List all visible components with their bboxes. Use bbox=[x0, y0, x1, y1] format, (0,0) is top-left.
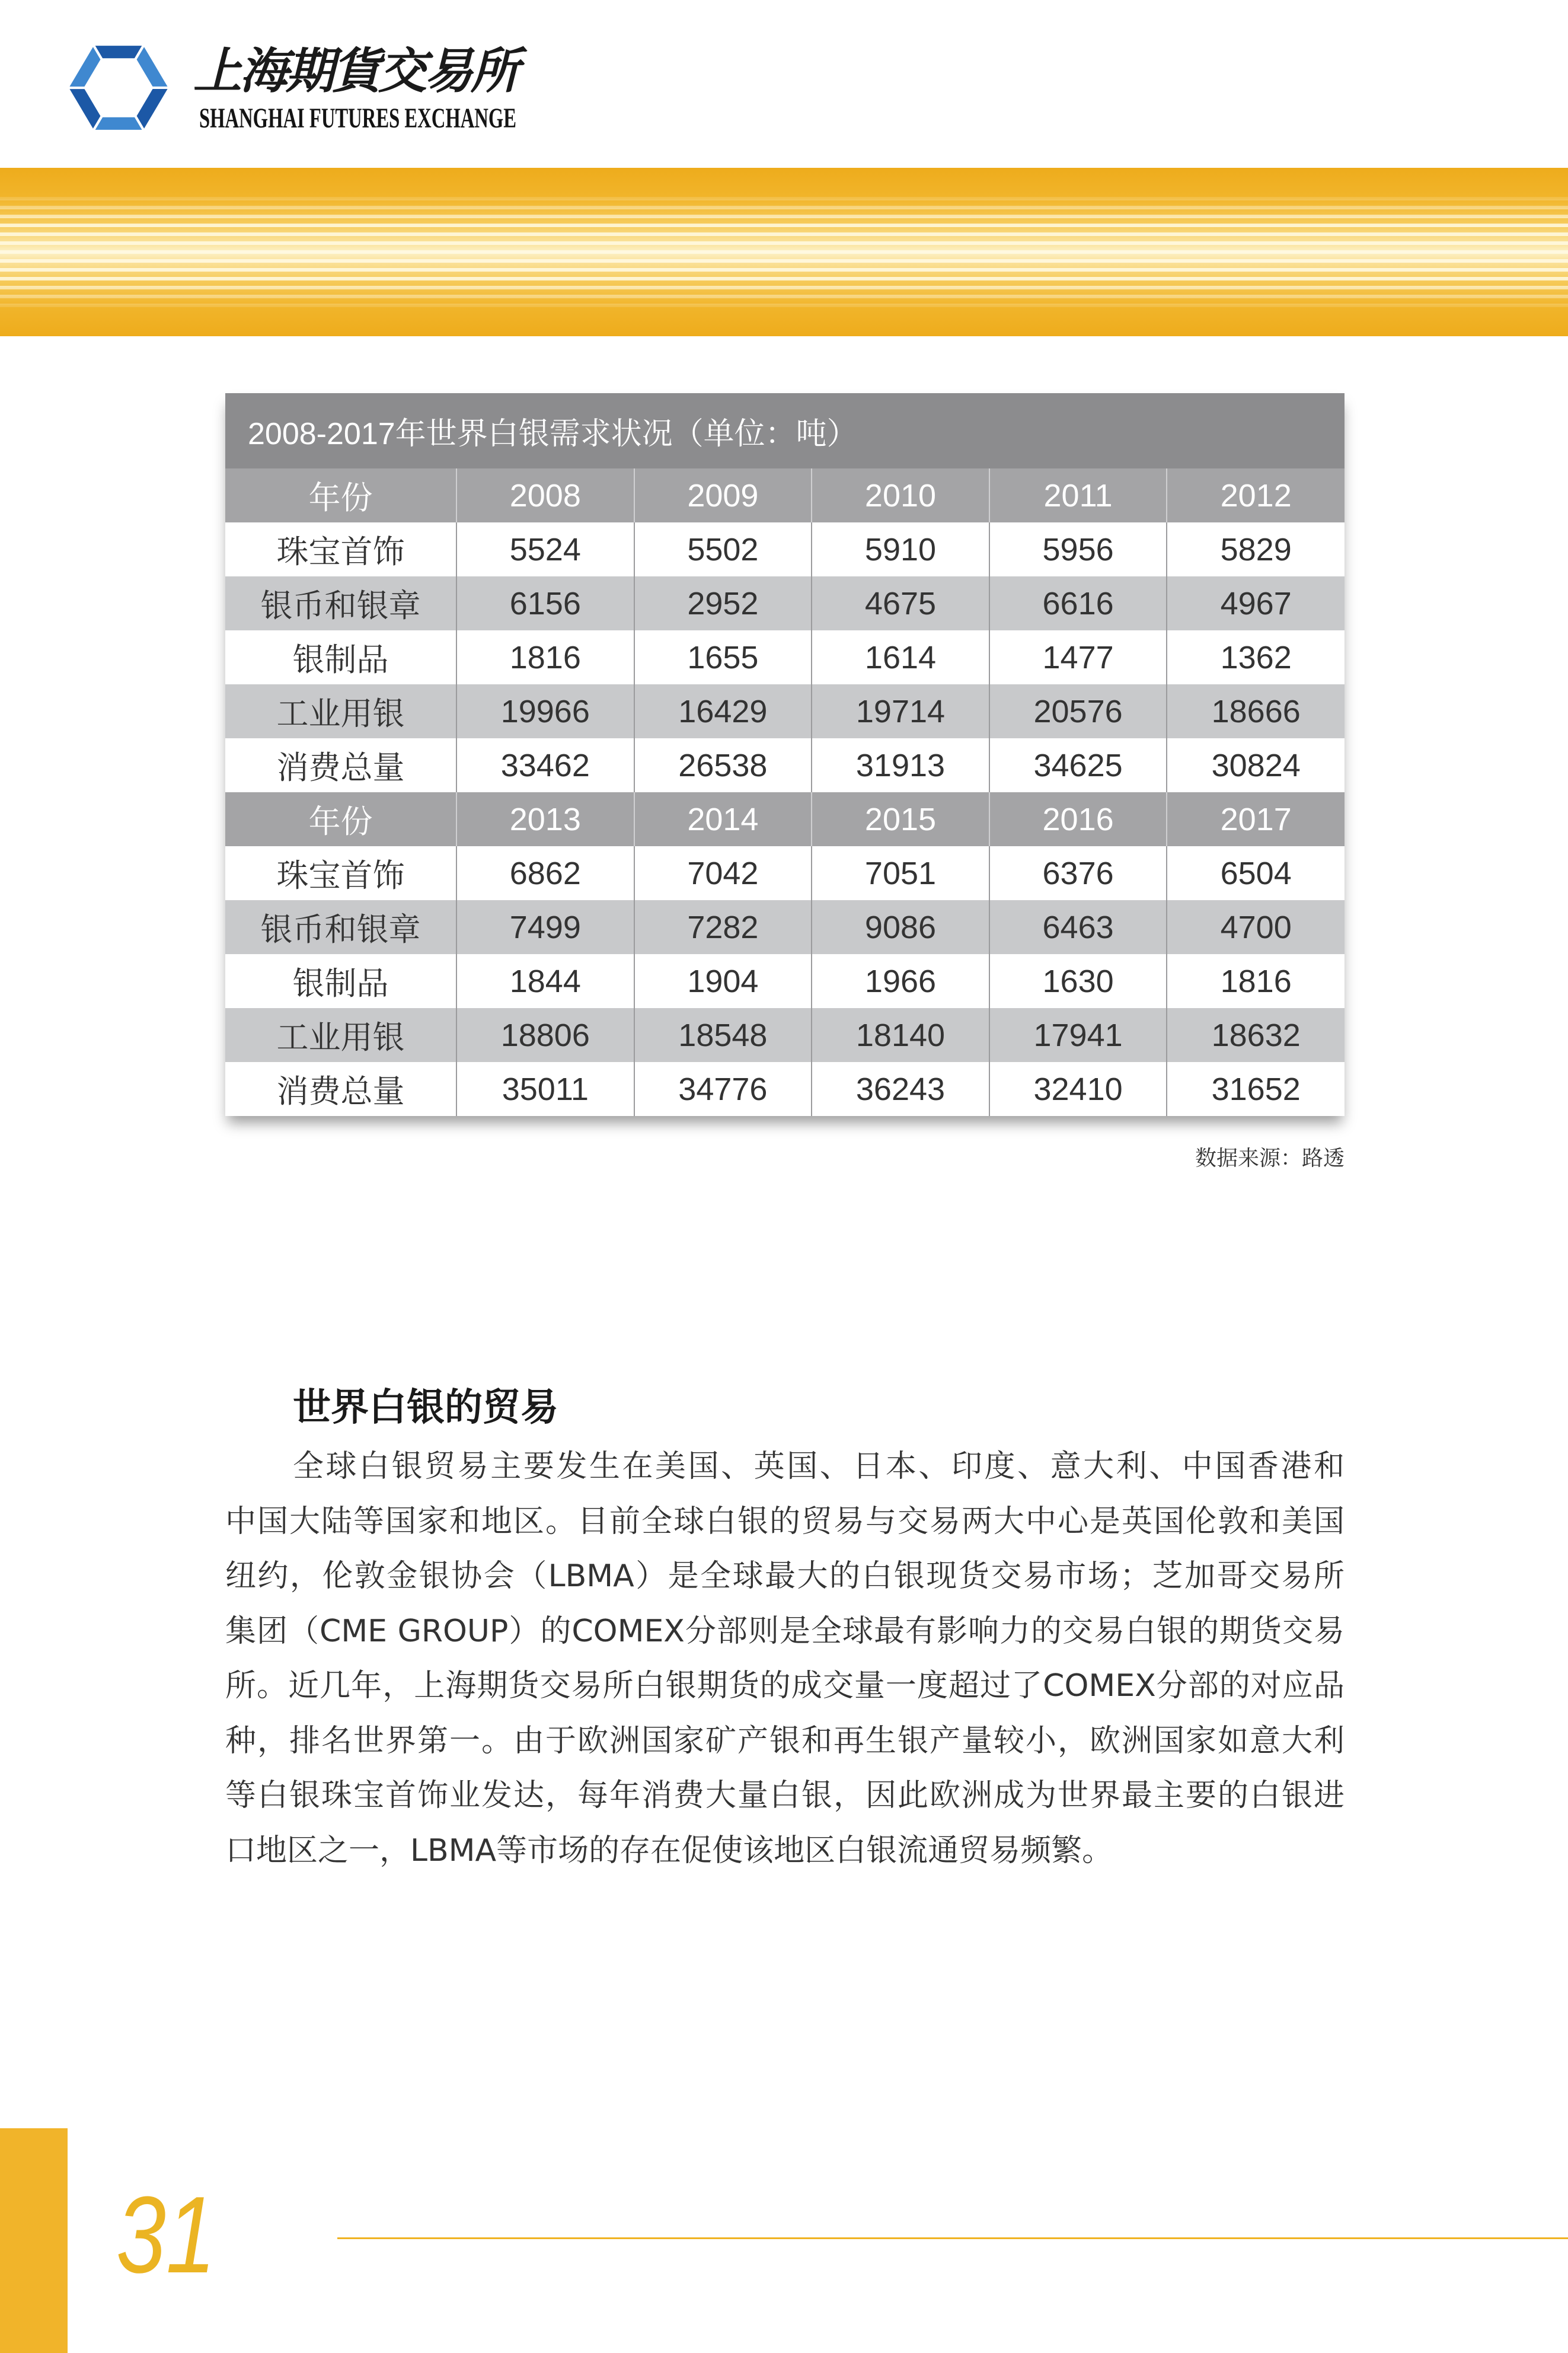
table-cell: 4700 bbox=[1167, 900, 1345, 954]
table-cell: 31913 bbox=[812, 738, 989, 792]
table-cell: 7042 bbox=[634, 846, 812, 900]
table-title-row bbox=[225, 393, 1345, 468]
logo-name-cn: 上海期貨交易所 bbox=[193, 43, 517, 100]
table-cell: 36243 bbox=[812, 1062, 989, 1116]
table-row bbox=[225, 846, 1345, 900]
table-header-row bbox=[225, 468, 1345, 522]
paragraph-line: 口地区之一，LBMA等市场的存在促使该地区白银流通贸易频繁。 bbox=[225, 1832, 1113, 1869]
table-row bbox=[225, 630, 1345, 684]
table-cell: 33462 bbox=[456, 738, 634, 792]
header-cell-year: 2010 bbox=[812, 468, 989, 522]
table-cell: 5910 bbox=[812, 522, 989, 576]
table bbox=[225, 393, 1345, 1116]
table-cell: 9086 bbox=[812, 900, 989, 954]
row-label: 珠宝首饰 bbox=[225, 846, 456, 900]
row-label: 银币和银章 bbox=[225, 900, 456, 954]
table-row bbox=[225, 684, 1345, 738]
table-cell: 1630 bbox=[989, 954, 1167, 1008]
header-cell-year: 2016 bbox=[989, 792, 1167, 846]
table-cell: 5502 bbox=[634, 522, 812, 576]
table-title: 2008-2017年世界白银需求状况（单位：吨） bbox=[225, 393, 1345, 468]
section-heading: 世界白银的贸易 bbox=[293, 1386, 558, 1430]
paragraph-line: 全球白银贸易主要发生在美国、英国、日本、印度、意大利、中国香港和 bbox=[293, 1449, 1345, 1484]
table-header-row bbox=[225, 792, 1345, 846]
table-cell: 35011 bbox=[456, 1062, 634, 1116]
header-cell-year: 2013 bbox=[456, 792, 634, 846]
table-cell: 6616 bbox=[989, 576, 1167, 630]
table-cell: 31652 bbox=[1167, 1062, 1345, 1116]
table-cell: 20576 bbox=[989, 684, 1167, 738]
table-cell: 16429 bbox=[634, 684, 812, 738]
header-cell-year: 2017 bbox=[1167, 792, 1345, 846]
table-row bbox=[225, 576, 1345, 630]
header-band-stripes bbox=[0, 192, 1568, 313]
table-cell: 1966 bbox=[812, 954, 989, 1008]
table-cell: 5829 bbox=[1167, 522, 1345, 576]
footer-rule bbox=[337, 2237, 1568, 2239]
table-cell: 7051 bbox=[812, 846, 989, 900]
paragraph-line: 种，排名世界第一。由于欧洲国家矿产银和再生银产量较小，欧洲国家如意大利 bbox=[225, 1723, 1345, 1759]
header-cell-year: 2014 bbox=[634, 792, 812, 846]
table-cell: 18666 bbox=[1167, 684, 1345, 738]
table-cell: 18548 bbox=[634, 1008, 812, 1062]
table-cell: 30824 bbox=[1167, 738, 1345, 792]
table-cell: 7282 bbox=[634, 900, 812, 954]
table-cell: 18632 bbox=[1167, 1008, 1345, 1062]
page-number: 31 bbox=[116, 2173, 216, 2295]
table-cell: 1614 bbox=[812, 630, 989, 684]
table-cell: 32410 bbox=[989, 1062, 1167, 1116]
table-row bbox=[225, 1062, 1345, 1116]
header-cell-year: 2009 bbox=[634, 468, 812, 522]
row-label: 消费总量 bbox=[225, 738, 456, 792]
table-cell: 6156 bbox=[456, 576, 634, 630]
paragraph-line: 中国大陆等国家和地区。目前全球白银的贸易与交易两大中心是英国伦敦和美国 bbox=[225, 1503, 1345, 1539]
header-cell-label: 年份 bbox=[225, 792, 456, 846]
header-cell-label: 年份 bbox=[225, 468, 456, 522]
table-cell: 5524 bbox=[456, 522, 634, 576]
silver-demand-table bbox=[225, 393, 1345, 1116]
table-cell: 7499 bbox=[456, 900, 634, 954]
header-band bbox=[0, 168, 1568, 336]
table-cell: 6504 bbox=[1167, 846, 1345, 900]
row-label: 珠宝首饰 bbox=[225, 522, 456, 576]
table-cell: 1816 bbox=[1167, 954, 1345, 1008]
table-cell: 26538 bbox=[634, 738, 812, 792]
row-label: 银币和银章 bbox=[225, 576, 456, 630]
table-cell: 1477 bbox=[989, 630, 1167, 684]
table-cell: 5956 bbox=[989, 522, 1167, 576]
table-cell: 34776 bbox=[634, 1062, 812, 1116]
table-cell: 6463 bbox=[989, 900, 1167, 954]
logo-name-en: SHANGHAI FUTURES EXCHANGE bbox=[199, 103, 517, 134]
header-cell-year: 2012 bbox=[1167, 468, 1345, 522]
shfe-hexagon-logo-icon bbox=[66, 37, 171, 139]
table-row bbox=[225, 954, 1345, 1008]
table-cell: 2952 bbox=[634, 576, 812, 630]
row-label: 工业用银 bbox=[225, 684, 456, 738]
row-label: 银制品 bbox=[225, 954, 456, 1008]
table-cell: 18806 bbox=[456, 1008, 634, 1062]
table-row bbox=[225, 522, 1345, 576]
paragraph-line: 所。近几年，上海期货交易所白银期货的成交量一度超过了COMEX分部的对应品 bbox=[225, 1668, 1345, 1704]
paragraph-line: 等白银珠宝首饰业发达，每年消费大量白银，因此欧洲成为世界最主要的白银进 bbox=[225, 1778, 1345, 1813]
table-cell: 6376 bbox=[989, 846, 1167, 900]
table-cell: 1844 bbox=[456, 954, 634, 1008]
table-cell: 19966 bbox=[456, 684, 634, 738]
header-cell-year: 2008 bbox=[456, 468, 634, 522]
row-label: 工业用银 bbox=[225, 1008, 456, 1062]
table-row bbox=[225, 738, 1345, 792]
table-cell: 4967 bbox=[1167, 576, 1345, 630]
table-row bbox=[225, 900, 1345, 954]
header-cell-year: 2015 bbox=[812, 792, 989, 846]
table-cell: 1362 bbox=[1167, 630, 1345, 684]
page-edge-bar bbox=[0, 2128, 68, 2353]
table-row bbox=[225, 1008, 1345, 1062]
paragraph-line: 纽约，伦敦金银协会（LBMA）是全球最大的白银现货交易市场；芝加哥交易所 bbox=[225, 1558, 1345, 1594]
table-cell: 6862 bbox=[456, 846, 634, 900]
paragraph-line: 集团（CME GROUP）的COMEX分部则是全球最有影响力的交易白银的期货交易 bbox=[225, 1613, 1345, 1649]
table-cell: 18140 bbox=[812, 1008, 989, 1062]
header-cell-year: 2011 bbox=[989, 468, 1167, 522]
table-cell: 1816 bbox=[456, 630, 634, 684]
table-cell: 4675 bbox=[812, 576, 989, 630]
table-cell: 1904 bbox=[634, 954, 812, 1008]
table-cell: 1655 bbox=[634, 630, 812, 684]
row-label: 消费总量 bbox=[225, 1062, 456, 1116]
body-paragraph bbox=[225, 1439, 1345, 1878]
data-source-note: 数据来源：路透 bbox=[1195, 1146, 1345, 1171]
row-label: 银制品 bbox=[225, 630, 456, 684]
table-cell: 17941 bbox=[989, 1008, 1167, 1062]
table-cell: 19714 bbox=[812, 684, 989, 738]
table-cell: 34625 bbox=[989, 738, 1167, 792]
